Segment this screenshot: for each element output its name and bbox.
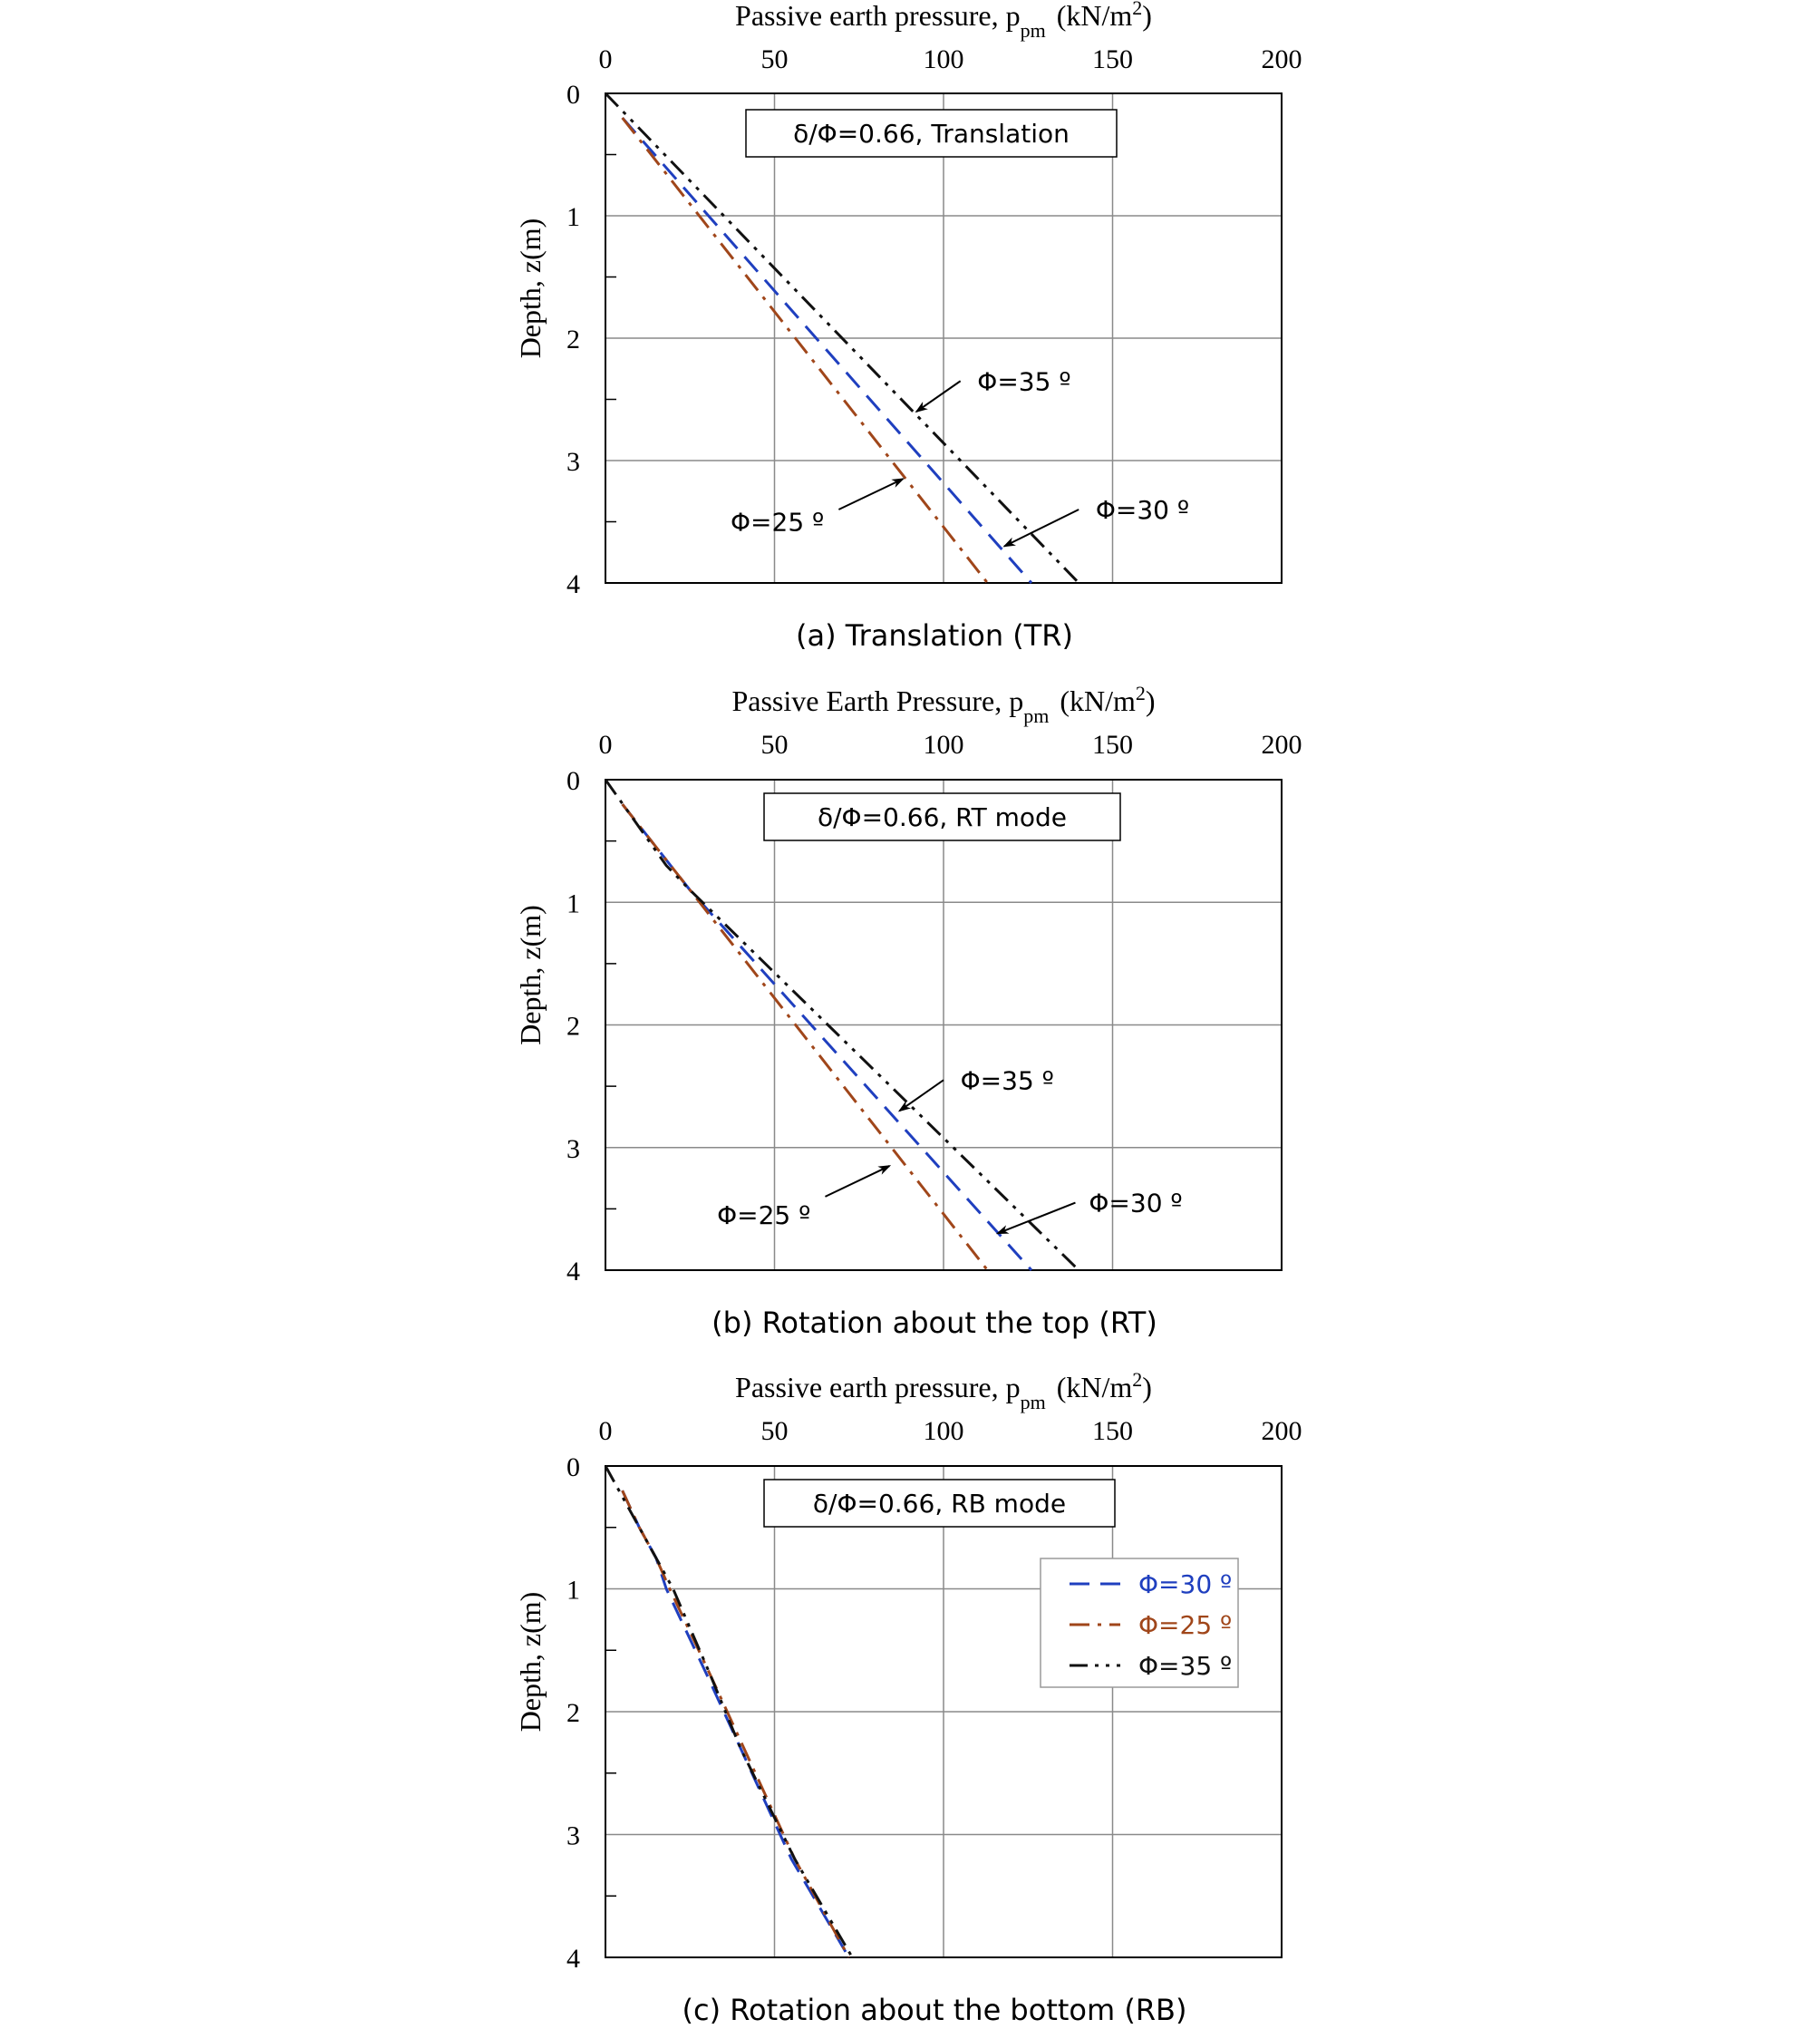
y-axis-title: Depth, z(m) [514,1591,547,1733]
y-axis-title: Depth, z(m) [514,218,547,359]
annotation-label: Φ=35 º [977,366,1071,397]
y-tick-label: 2 [566,1698,580,1728]
y-tick-label: 4 [566,569,580,599]
panel-caption: (a) Translation (TR) [795,618,1074,653]
y-tick-label: 0 [566,80,580,110]
x-tick-label: 50 [760,44,789,74]
y-tick-label: 2 [566,325,580,354]
annotation-arrow [1004,510,1079,547]
panel-caption: (b) Rotation about the top (RT) [712,1306,1157,1340]
x-tick-label: 100 [923,44,964,74]
y-tick-label: 2 [566,1011,580,1042]
x-tick-label: 100 [923,730,964,760]
annotation-label: Φ=30 º [1089,1188,1183,1218]
series-line-1 [623,804,1031,1270]
legend-label-1: Φ=30 º [1138,1569,1233,1599]
x-tick-label: 0 [598,44,613,74]
x-axis-title-close: ) [1142,1371,1152,1403]
panel-caption: (c) Rotation about the bottom (RB) [682,1993,1187,2027]
annotation-label: Φ=30 º [1095,495,1190,525]
annotation-label: Φ=25 º [731,507,825,538]
legend-label-2: Φ=25 º [1138,1610,1233,1640]
y-tick-label: 4 [566,1257,580,1286]
x-axis-title-subscript: pm [1023,704,1050,727]
annotation-arrow [838,479,903,510]
x-axis-title [735,0,1152,42]
y-tick-label: 3 [566,447,580,477]
y-tick-label: 3 [566,1820,580,1851]
chart-panel-c [514,1368,1302,2028]
mode-label-text: δ/Φ=0.66, RT mode [817,802,1068,832]
x-tick-label: 200 [1261,730,1302,760]
x-axis-title-superscript: 2 [1132,0,1143,19]
x-axis-title-main: Passive earth pressure, p [735,1371,1021,1403]
y-tick-label: 0 [566,766,580,796]
y-tick-label: 1 [566,202,580,232]
annotation-arrow [900,1080,944,1111]
legend [1041,1558,1238,1687]
x-axis-title-close: ) [1145,684,1156,717]
legend-label-3: Φ=35 º [1138,1651,1233,1681]
x-axis-title-unit: (kN/m [1056,0,1133,32]
y-tick-label: 1 [566,1575,580,1606]
series-line-1 [623,118,1031,583]
annotation-arrow [916,381,960,412]
x-axis-title [735,1368,1152,1413]
x-tick-label: 200 [1261,44,1302,74]
x-axis-title-subscript: pm [1020,18,1046,42]
x-axis-title-main: Passive Earth Pressure, p [731,684,1024,717]
x-axis-title-main: Passive earth pressure, p [735,0,1021,32]
x-tick-label: 0 [598,730,613,760]
mode-label-text: δ/Φ=0.66, Translation [793,119,1070,149]
y-tick-label: 3 [566,1133,580,1164]
x-axis-title-superscript: 2 [1135,681,1146,704]
mode-label-text: δ/Φ=0.66, RB mode [812,1489,1067,1519]
y-axis-title: Depth, z(m) [514,905,547,1045]
x-tick-label: 150 [1092,44,1133,74]
x-tick-label: 50 [760,730,789,760]
x-tick-label: 150 [1092,730,1133,760]
y-tick-label: 4 [566,1944,580,1974]
x-tick-label: 100 [923,1416,964,1446]
annotation-arrow [825,1166,889,1197]
gridlines [605,1466,1282,1957]
x-axis-title-subscript: pm [1020,1390,1046,1413]
x-axis-title-superscript: 2 [1132,1367,1143,1391]
y-tick-label: 1 [566,888,580,919]
annotation-label: Φ=25 º [717,1200,811,1231]
x-tick-label: 200 [1261,1416,1302,1446]
x-tick-label: 50 [760,1416,789,1446]
chart-panel-a [514,0,1302,653]
x-tick-label: 0 [598,1416,613,1446]
x-axis-title-unit: (kN/m [1056,1371,1133,1403]
x-axis-title-close: ) [1142,0,1152,32]
x-tick-label: 150 [1092,1416,1133,1446]
y-tick-label: 0 [566,1452,580,1482]
x-axis-title-unit: (kN/m [1060,684,1136,717]
x-axis-title [731,682,1155,727]
annotation-label: Φ=35 º [960,1065,1054,1096]
chart-panel-b [514,682,1302,1341]
